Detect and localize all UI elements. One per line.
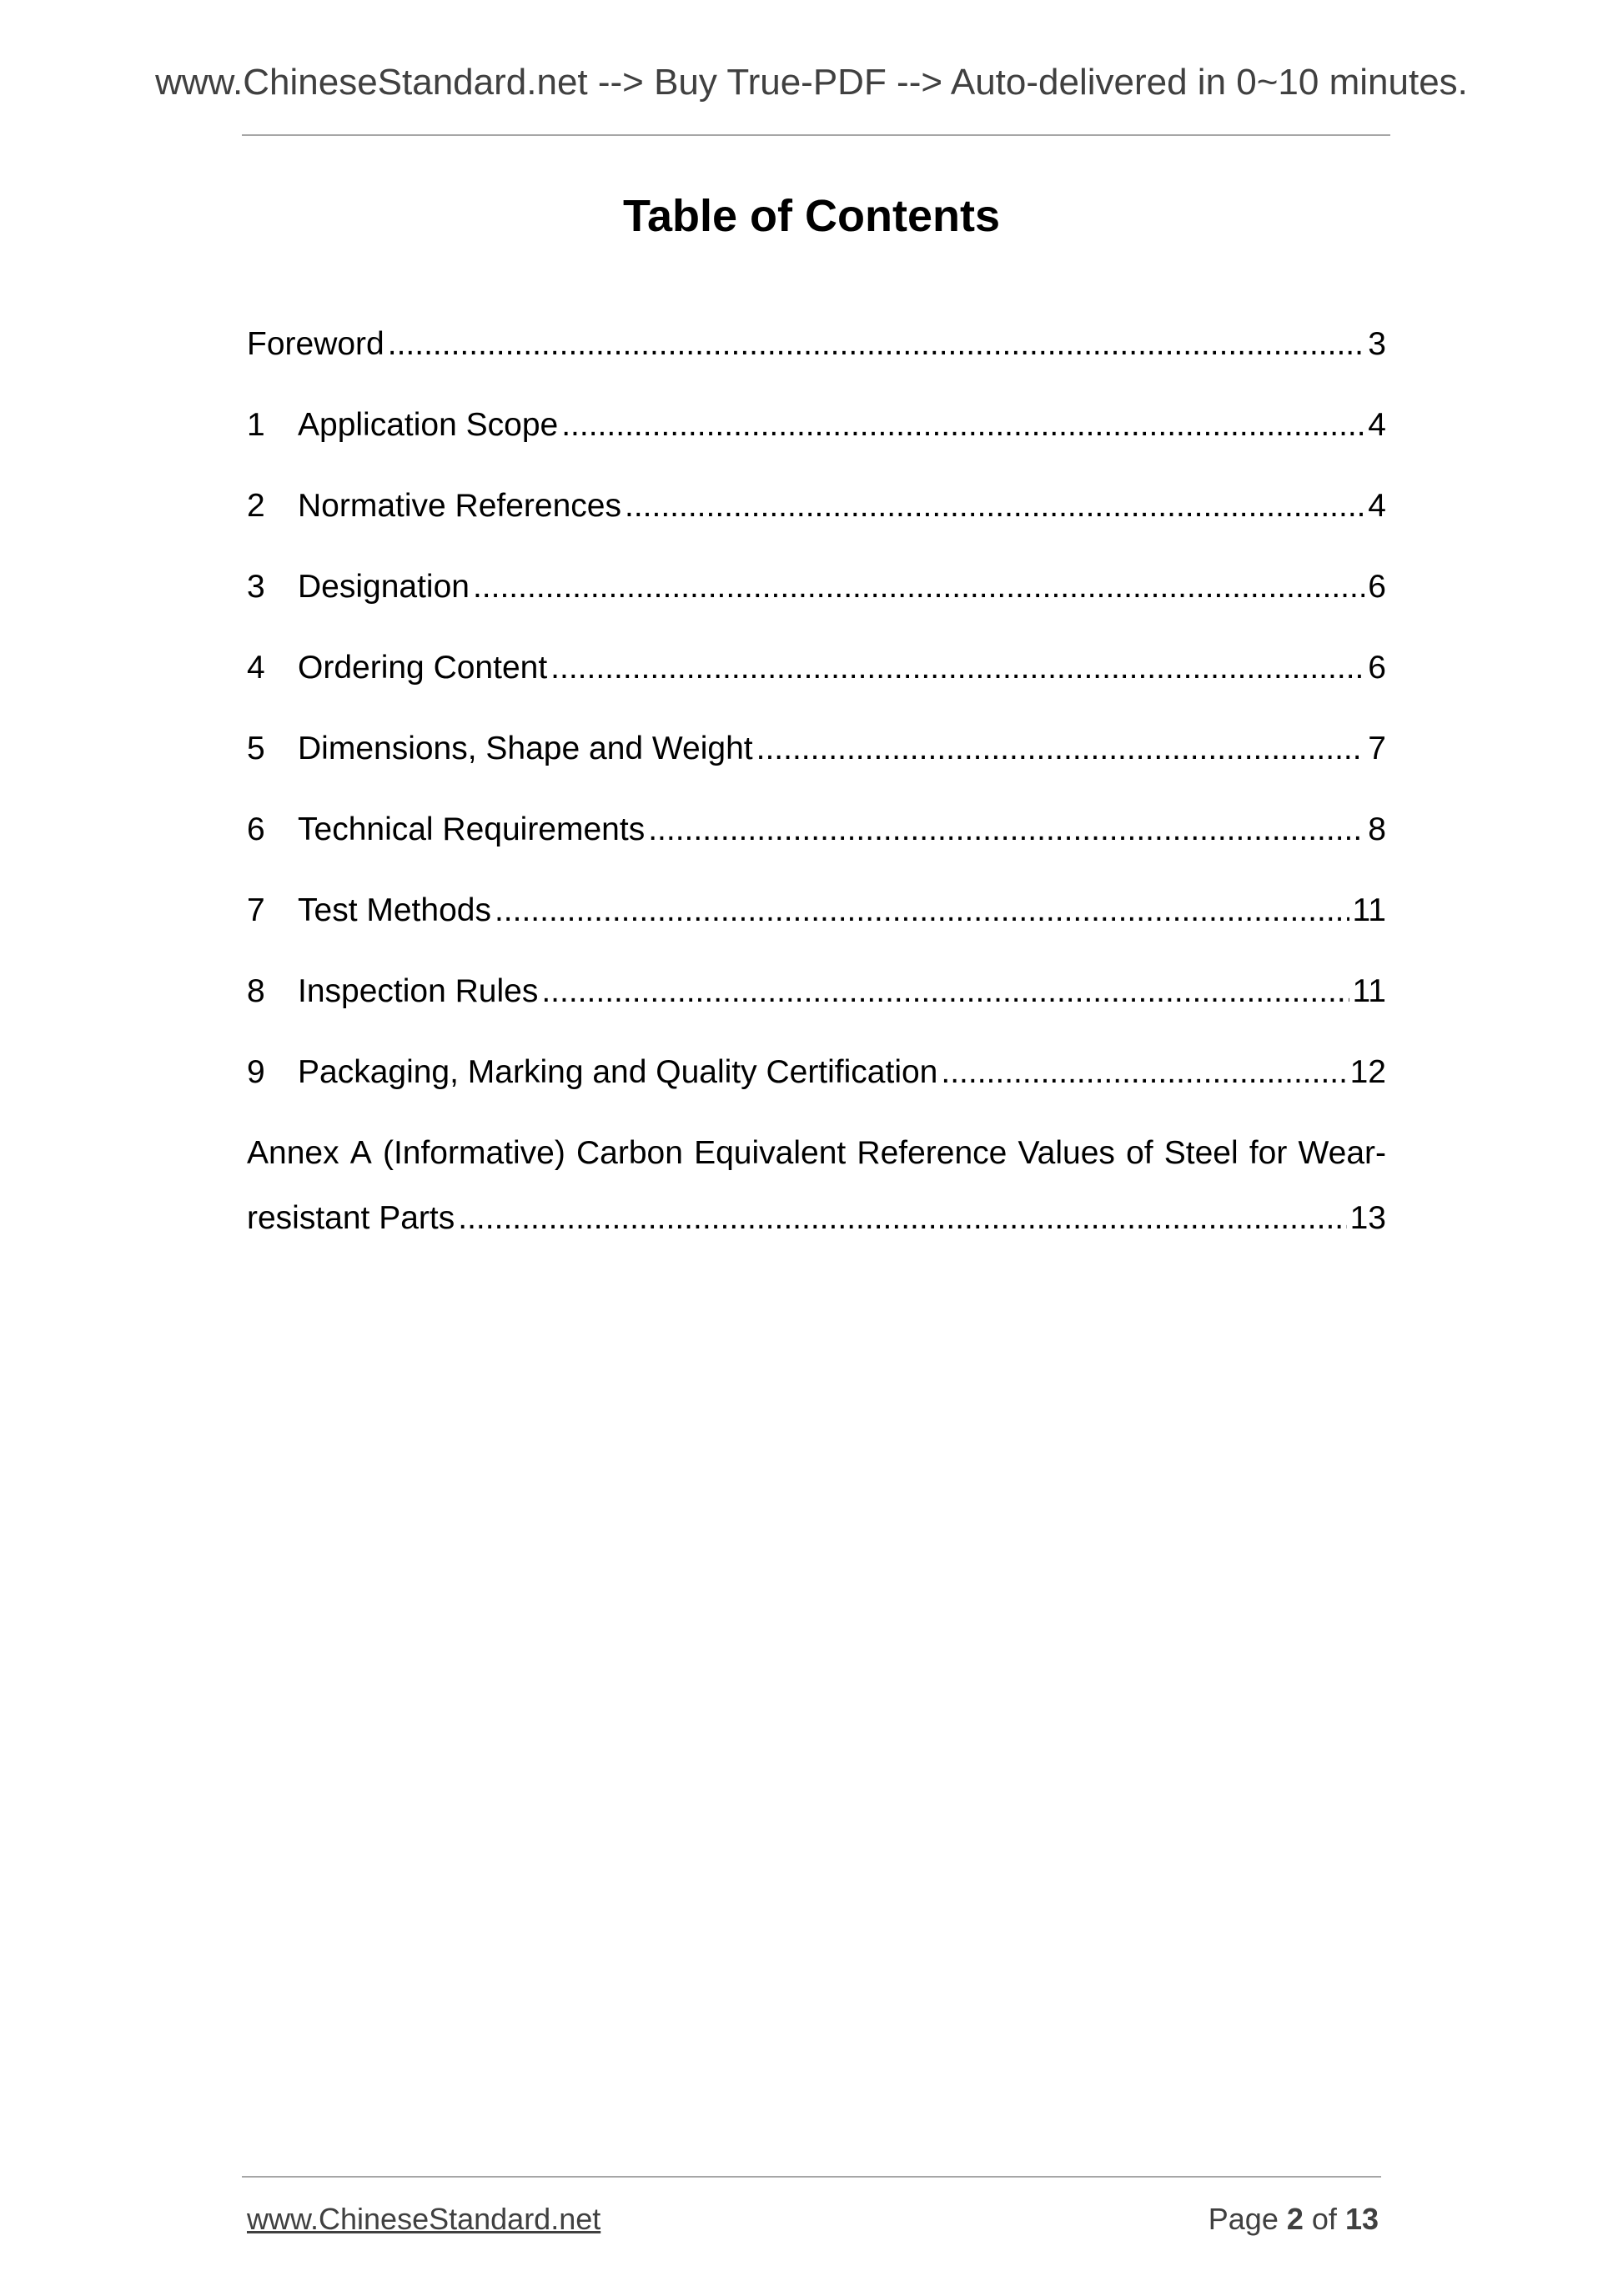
toc-entry-label: Designation — [298, 569, 470, 605]
toc-entry-page: 4 — [1368, 407, 1386, 443]
toc-dot-leader — [541, 973, 1349, 1010]
toc-entry-page: 11 — [1352, 973, 1386, 1009]
toc-entry-number: 4 — [247, 650, 265, 686]
toc-entry-page: 11 — [1352, 892, 1386, 928]
toc-entry-8[interactable] — [247, 973, 1386, 1054]
header-banner: www.ChineseStandard.net --> Buy True-PDF --> Auto-delivered in 0~10 minutes. — [155, 62, 1468, 103]
toc-entry-7[interactable] — [247, 892, 1386, 973]
toc-dot-leader — [561, 407, 1364, 444]
page-title: Table of Contents — [623, 191, 1000, 241]
toc-annex-word: Values — [1018, 1135, 1115, 1171]
toc-annex-word: Annex — [247, 1135, 339, 1171]
footer-page-counter — [1208, 2202, 1379, 2237]
toc-entry-label: Dimensions, Shape and Weight — [298, 731, 753, 766]
toc-entry-label: Foreword — [247, 326, 384, 362]
toc-entry-page: 6 — [1368, 569, 1386, 605]
toc-dot-leader — [495, 892, 1349, 929]
toc-entry-1[interactable] — [247, 407, 1386, 488]
toc-entry-page: 7 — [1368, 731, 1386, 766]
toc-entry-label: Packaging, Marking and Quality Certification — [298, 1054, 938, 1090]
toc-entry-number: 5 — [247, 731, 265, 766]
toc-entry-5[interactable] — [247, 731, 1386, 811]
toc-entry-label: Normative References — [298, 488, 621, 524]
toc-annex-word: A — [349, 1135, 372, 1171]
footer-website-link[interactable]: www.ChineseStandard.net — [247, 2202, 601, 2236]
toc-dot-leader — [625, 488, 1364, 525]
footer-divider — [242, 2176, 1381, 2178]
toc-annex-word: Wear- — [1298, 1135, 1386, 1171]
toc-entry-4[interactable] — [247, 650, 1386, 731]
toc-entry-label: Ordering Content — [298, 650, 548, 686]
toc-annex-word: Carbon — [576, 1135, 683, 1171]
toc-dot-leader — [756, 731, 1365, 767]
toc-entry-label: Test Methods — [298, 892, 491, 928]
toc-entry-number: 6 — [247, 811, 265, 847]
toc-entry-page: 12 — [1349, 1054, 1386, 1090]
page-prefix: Page — [1208, 2202, 1279, 2236]
toc-dot-leader — [458, 1200, 1346, 1237]
toc-entry-6[interactable] — [247, 811, 1386, 892]
toc-entry-page: 8 — [1368, 811, 1386, 847]
toc-dot-leader — [648, 811, 1364, 848]
total-pages-number: 13 — [1344, 2202, 1379, 2236]
toc-annex-word: (Informative) — [382, 1135, 565, 1171]
toc-entry-3[interactable] — [247, 569, 1386, 650]
toc-entry-annex-a[interactable] — [247, 1135, 1386, 1281]
toc-entry-number: 9 — [247, 1054, 265, 1090]
toc-entry-9[interactable] — [247, 1054, 1386, 1135]
toc-entry-foreword[interactable] — [247, 326, 1386, 407]
toc-entry-label: Inspection Rules — [298, 973, 539, 1009]
toc-entry-number: 8 — [247, 973, 265, 1009]
header-divider — [242, 134, 1390, 136]
toc-entry-2[interactable] — [247, 488, 1386, 569]
toc-entry-page: 3 — [1368, 326, 1386, 362]
toc-entry-number: 7 — [247, 892, 265, 928]
toc-dot-leader — [941, 1054, 1346, 1091]
toc-annex-title-line — [247, 1135, 1386, 1200]
toc-dot-leader — [550, 650, 1364, 686]
toc-annex-word: Steel — [1163, 1135, 1239, 1171]
toc-entry-label: resistant Parts — [247, 1200, 455, 1236]
toc-annex-word: Reference — [857, 1135, 1007, 1171]
toc-entry-label: Technical Requirements — [298, 811, 646, 847]
toc-entry-page: 6 — [1368, 650, 1386, 686]
toc-dot-leader — [473, 569, 1364, 605]
toc-entry-number: 3 — [247, 569, 265, 605]
toc-annex-word: of — [1126, 1135, 1153, 1171]
toc-entry-page: 13 — [1349, 1200, 1386, 1236]
toc-entry-label: Application Scope — [298, 407, 559, 443]
toc-entry-page: 4 — [1368, 488, 1386, 524]
table-of-contents — [247, 326, 1386, 1281]
toc-annex-word: for — [1249, 1135, 1288, 1171]
toc-annex-word: Equivalent — [694, 1135, 847, 1171]
toc-entry-number: 2 — [247, 488, 265, 524]
current-page-number: 2 — [1286, 2202, 1304, 2236]
page-of: of — [1311, 2202, 1337, 2236]
toc-dot-leader — [388, 326, 1365, 363]
toc-entry-number: 1 — [247, 407, 265, 443]
toc-annex-continuation-line — [247, 1200, 1386, 1281]
